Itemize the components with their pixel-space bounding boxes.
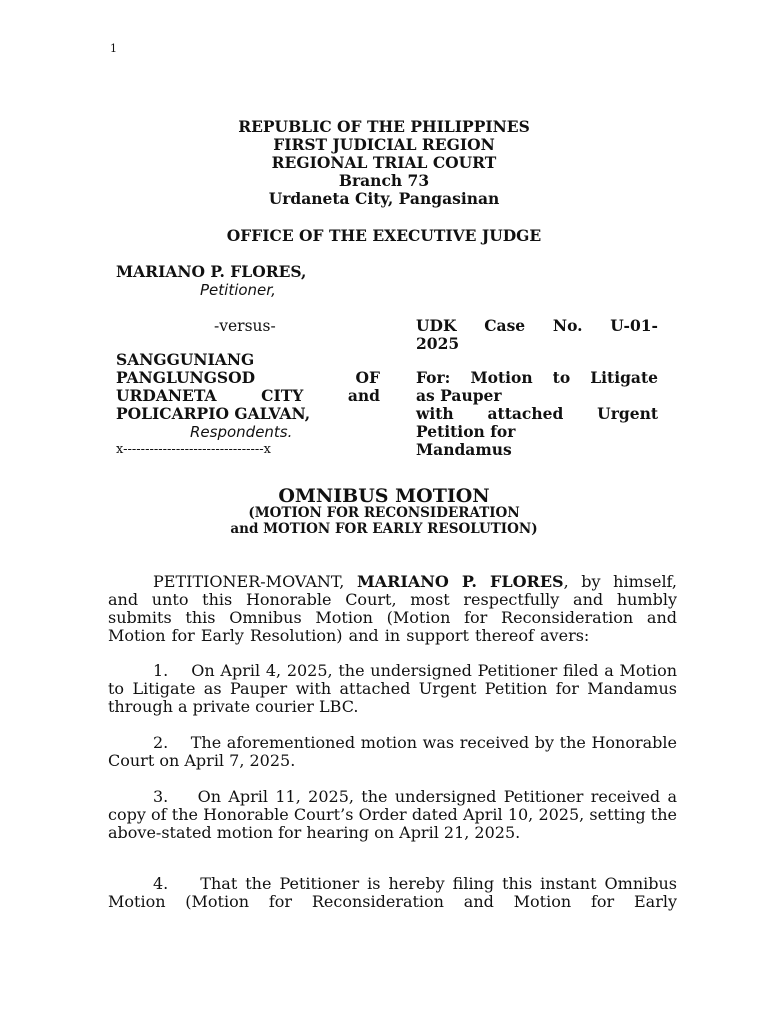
case-number-line: 2025 — [416, 334, 460, 353]
case-number-line: UDK Case No. U-01- — [416, 316, 658, 335]
case-subject — [416, 369, 658, 459]
header-line: Urdaneta City, Pangasinan — [268, 189, 500, 208]
respondents-name — [116, 351, 380, 423]
caption-separator: x--------------------------------x — [116, 442, 271, 457]
case-subject-line: Petition for — [416, 422, 516, 441]
document-title: OMNIBUS MOTION — [278, 485, 490, 507]
paragraph-text: The aforementioned motion was received by the Honorable Court on April 7, 2025. — [108, 733, 678, 770]
petitioner-name-inline: MARIANO P. FLORES — [356, 572, 564, 591]
respondents-role: Respondents. — [190, 423, 293, 441]
paragraph-number: 2. — [153, 733, 169, 752]
header-line: FIRST JUDICIAL REGION — [273, 135, 495, 154]
case-number — [416, 317, 658, 353]
document-subtitle — [0, 505, 768, 537]
paragraph-number: 3. — [153, 787, 169, 806]
intro-paragraph — [108, 573, 677, 645]
paragraph-number: 1. — [153, 661, 169, 680]
intro-rest: , by himself, and unto this Honorable Court, most respectfully and humbly submits this Omnibus Motion (Motion for Reconsideration and Motion for Early Resolution) and in support thereof avers: — [108, 572, 677, 645]
versus-label: -versus- — [214, 317, 276, 335]
respondent-line: URDANETA CITY and — [116, 386, 380, 405]
paragraph-text: That the Petitioner is hereby filing this instant Omnibus Motion (Motion for Reconsideration and Motion for Early — [108, 874, 677, 911]
court-header — [0, 118, 768, 208]
paragraph-text: On April 4, 2025, the undersigned Petitioner filed a Motion to Litigate as Pauper with attached Urgent Petition for Mandamus through a private courier LBC. — [108, 661, 678, 716]
numbered-paragraph — [108, 875, 677, 911]
numbered-paragraph — [108, 662, 677, 716]
respondent-line: PANGLUNGSOD OF — [116, 368, 380, 387]
subtitle-line: (MOTION FOR RECONSIDERATION — [248, 505, 520, 521]
numbered-paragraph — [108, 734, 677, 770]
case-subject-line: Mandamus — [416, 440, 512, 459]
respondent-line: POLICARPIO GALVAN, — [116, 404, 311, 423]
intro-lead: PETITIONER-MOVANT, — [153, 572, 357, 591]
petitioner-name: MARIANO P. FLORES, — [116, 262, 307, 281]
case-subject-line: as Pauper — [416, 386, 502, 405]
case-subject-line: with attached Urgent — [416, 404, 658, 423]
paragraph-text: On April 11, 2025, the undersigned Petitioner received a copy of the Honorable Court’s Order dated April 10, 2025, setting the above-stated motion for hearing on April 21, 2025. — [108, 787, 678, 842]
respondent-line: SANGGUNIANG — [116, 350, 255, 369]
header-line: REPUBLIC OF THE PHILIPPINES — [238, 117, 530, 136]
paragraph-number: 4. — [153, 874, 169, 893]
numbered-paragraph — [108, 788, 677, 842]
page-number: 1 — [110, 42, 117, 55]
case-subject-line: For: Motion to Litigate — [416, 368, 658, 387]
header-line: REGIONAL TRIAL COURT — [271, 153, 497, 172]
petitioner-role: Petitioner, — [200, 281, 276, 299]
subtitle-line: and MOTION FOR EARLY RESOLUTION) — [230, 521, 538, 537]
office-title: OFFICE OF THE EXECUTIVE JUDGE — [226, 226, 542, 245]
header-line: Branch 73 — [338, 171, 430, 190]
